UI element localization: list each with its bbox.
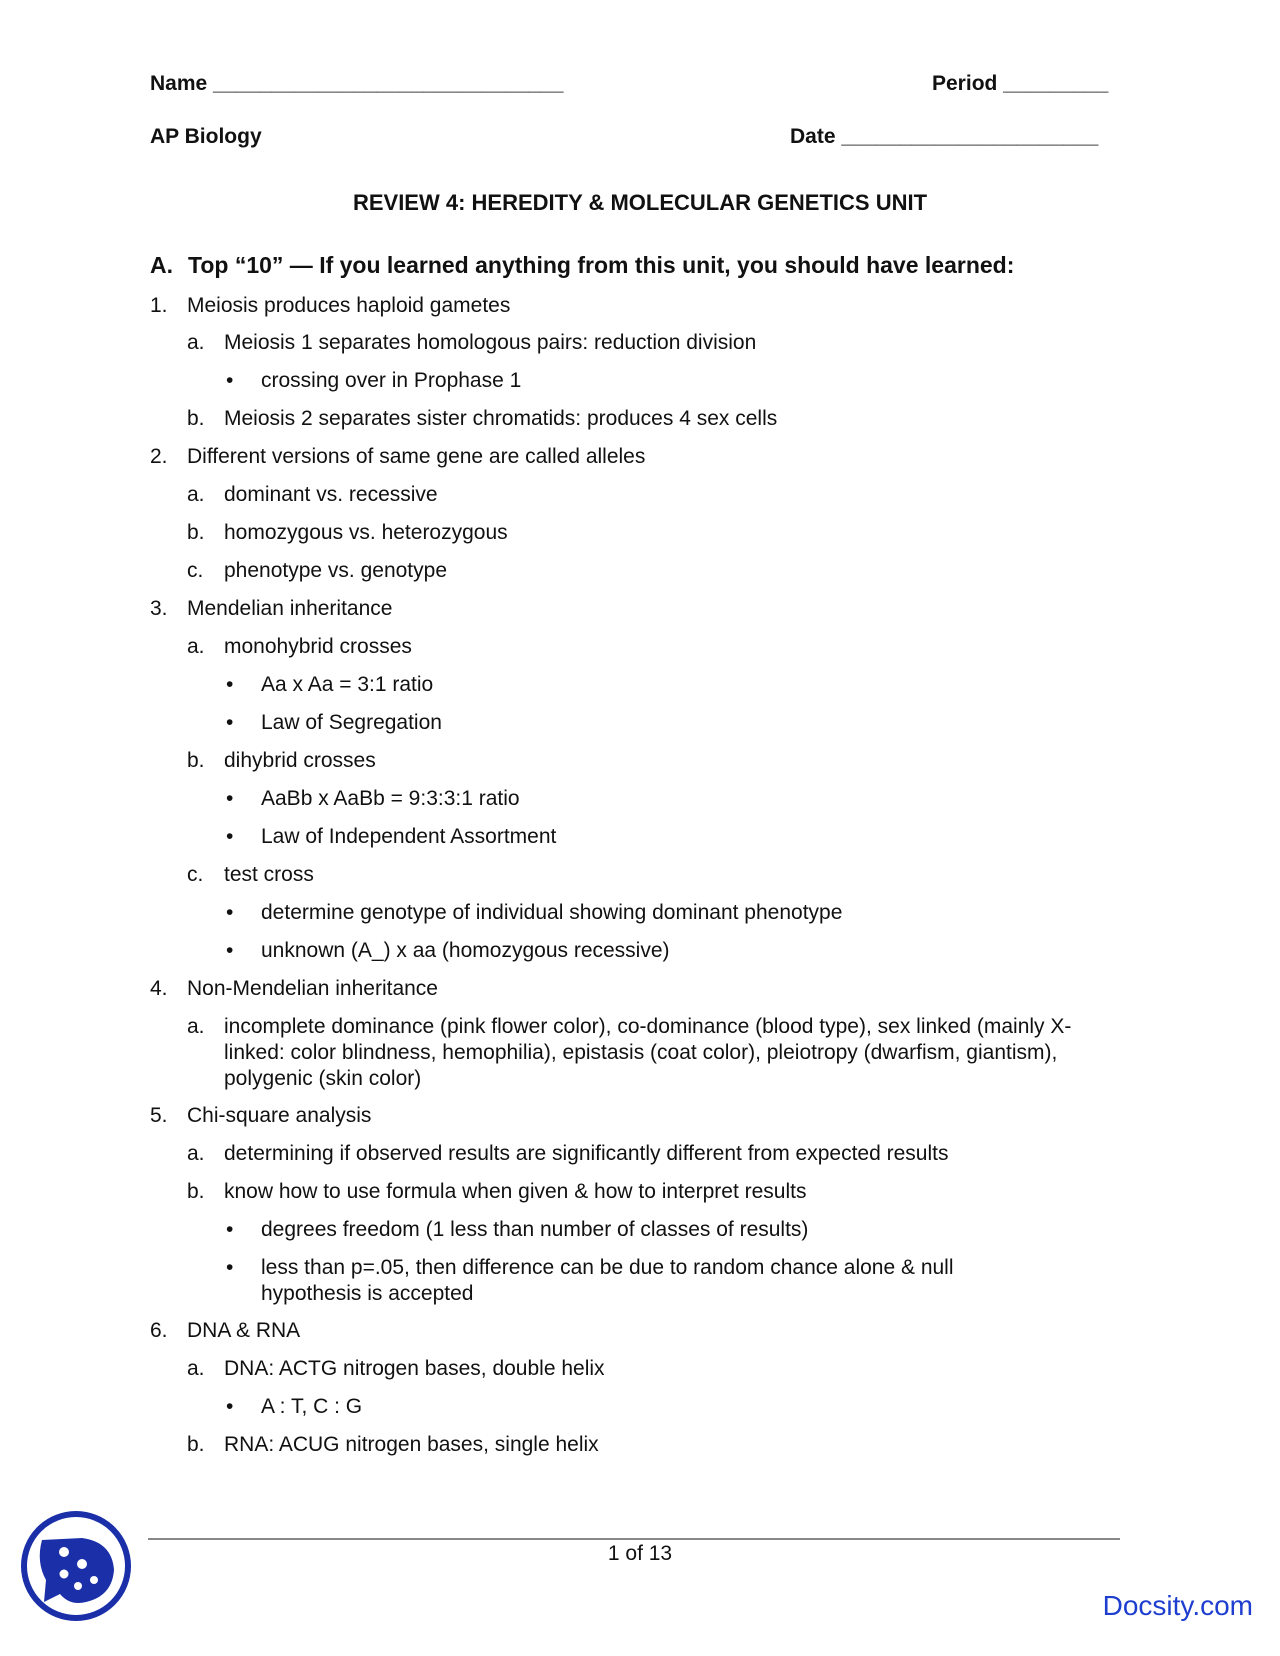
list-item-text: dihybrid crosses [224,749,376,772]
docsity-brand-link[interactable]: Docsity.com [1102,1590,1253,1621]
list-item-text: less than p=.05, then difference can be due to random chance alone & null hypothesis is accepted [261,1256,954,1305]
list-marker: b. [187,407,205,430]
date-field-label: Date ______________________ [790,125,1099,148]
list-item-text: Law of Independent Assortment [261,825,557,848]
course-name: AP Biology [150,125,262,148]
bullet-marker: • [226,1256,234,1279]
bullet-marker: • [226,825,234,848]
list-marker: 2. [150,445,168,468]
list-item-text: RNA: ACUG nitrogen bases, single helix [224,1433,599,1456]
list-item-text: crossing over in Prophase 1 [261,369,522,392]
list-item-text: Non-Mendelian inheritance [187,977,438,1000]
list-item-text: Different versions of same gene are called alleles [187,445,646,468]
list-marker: b. [187,1433,205,1456]
bullet-marker: • [226,939,234,962]
list-marker: a. [187,331,205,354]
list-item-text: phenotype vs. genotype [224,559,448,582]
list-item-text: Mendelian inheritance [187,597,393,620]
list-marker: a. [187,1142,205,1165]
bullet-marker: • [226,901,234,924]
list-item-text: A : T, C : G [261,1395,363,1418]
list-item-text: determine genotype of individual showing dominant phenotype [261,901,843,924]
list-item-text: know how to use formula when given & how to interpret results [224,1180,807,1203]
list-item-text: homozygous vs. heterozygous [224,521,508,544]
list-item-text: AaBb x AaBb = 9:3:3:1 ratio [261,787,520,810]
list-item-text: Meiosis 1 separates homologous pairs: reduction division [224,331,757,354]
list-item-text: determining if observed results are significantly different from expected results [224,1142,949,1165]
page-number: 1 of 13 [607,1542,673,1565]
list-item-text: DNA & RNA [187,1319,301,1342]
docsity-logo-icon [20,1510,132,1622]
list-item-text: incomplete dominance (pink flower color), co-dominance (blood type), sex linked (mainly X-linked: color blindness, hemophilia), epistasis (coat color), pleiotropy (dwarfism, giantism), polygenic (skin color) [224,1015,1072,1090]
list-marker: b. [187,1180,205,1203]
list-marker: b. [187,749,205,772]
list-marker: b. [187,521,205,544]
list-item-text: unknown (A_) x aa (homozygous recessive) [261,939,670,962]
page-title: REVIEW 4: HEREDITY & MOLECULAR GENETICS UNIT [352,190,928,215]
list-item-text: Chi-square analysis [187,1104,372,1127]
section-heading-text: Top “10” — If you learned anything from this unit, you should have learned: [188,252,1015,278]
list-item-text: Meiosis 2 separates sister chromatids: produces 4 sex cells [224,407,778,430]
list-marker: 4. [150,977,168,1000]
section-heading [150,252,1014,279]
list-marker: 3. [150,597,168,620]
list-item-text: Aa x Aa = 3:1 ratio [261,673,434,696]
list-marker: c. [187,559,204,582]
bullet-marker: • [226,1395,234,1418]
list-item-text: Meiosis produces haploid gametes [187,294,511,317]
list-item-text: degrees freedom (1 less than number of classes of results) [261,1218,809,1241]
list-marker: 6. [150,1319,168,1342]
bullet-marker: • [226,787,234,810]
list-marker: a. [187,1357,205,1380]
list-marker: a. [187,1015,205,1038]
list-marker: 1. [150,294,168,317]
bullet-marker: • [226,711,234,734]
list-marker: c. [187,863,204,886]
list-item-text: dominant vs. recessive [224,483,438,506]
name-field-label: Name ______________________________ [150,72,564,95]
bullet-marker: • [226,369,234,392]
section-letter: A. [150,252,173,278]
period-field-label: Period _________ [932,72,1109,95]
footer-divider [148,1538,1120,1540]
list-item-text: DNA: ACTG nitrogen bases, double helix [224,1357,605,1380]
list-marker: a. [187,483,205,506]
list-item-text: test cross [224,863,314,886]
list-marker: a. [187,635,205,658]
bullet-marker: • [226,673,234,696]
list-item-text: Law of Segregation [261,711,442,734]
list-marker: 5. [150,1104,168,1127]
list-item-text: monohybrid crosses [224,635,412,658]
bullet-marker: • [226,1218,234,1241]
